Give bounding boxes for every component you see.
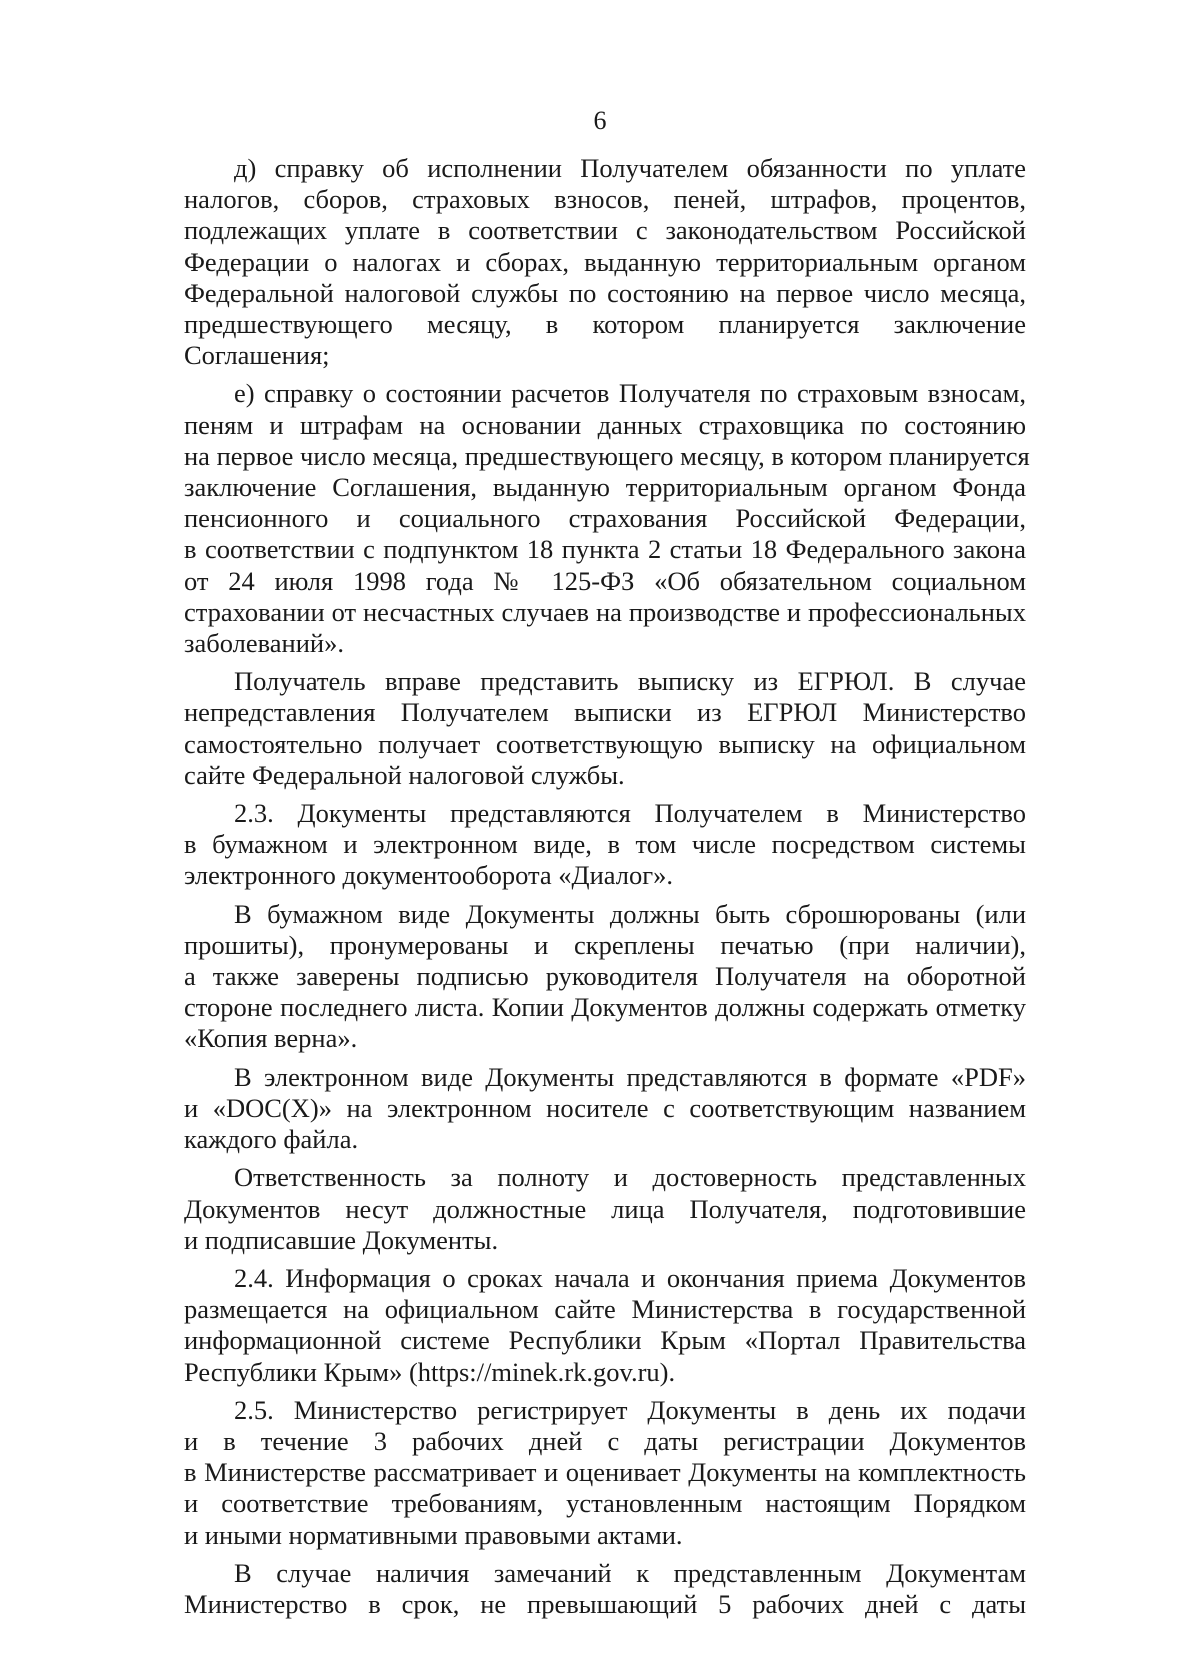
page-number: 6 xyxy=(593,106,607,135)
text-line: е) справку о состоянии расчетов Получателя по страховым взносам, xyxy=(234,378,1026,409)
text-line: непредставления Получателем выписки из ЕГРЮЛ Министерство xyxy=(184,697,1026,728)
text-line: В бумажном виде Документы должны быть сброшюрованы (или xyxy=(234,898,1026,929)
text-line: информационной системе Республики Крым «Портал Правительства xyxy=(184,1325,1026,1356)
text-line: сайте Федеральной налоговой службы. xyxy=(184,759,625,790)
document-body xyxy=(184,153,1030,1627)
paragraph-e-insurance-certificate xyxy=(184,378,1030,659)
text-line: и иными нормативными правовыми актами. xyxy=(184,1519,683,1550)
text-line: самостоятельно получает соответствующую выписку на официальном xyxy=(184,728,1026,759)
text-line: в бумажном и электронном виде, в том числе посредством системы xyxy=(184,829,1026,860)
text-line: Получатель вправе представить выписку из ЕГРЮЛ. В случае xyxy=(234,666,1026,697)
text-line: в соответствии с подпунктом 18 пункта 2 статьи 18 Федерального закона xyxy=(184,534,1026,565)
text-line: 2.5. Министерство регистрирует Документы в день их подачи xyxy=(234,1394,1026,1425)
text-line: В случае наличия замечаний к представленным Документам xyxy=(234,1557,1026,1588)
text-line: предшествующего месяцу, в котором планируется заключение xyxy=(184,309,1026,340)
text-line: и в течение 3 рабочих дней с даты регистрации Документов xyxy=(184,1425,1026,1456)
text-line: Республики Крым» (https://minek.rk.gov.ru). xyxy=(184,1356,676,1387)
text-line: заключение Соглашения, выданную территориальным органом Фонда xyxy=(184,472,1026,503)
paragraph-2-4-information xyxy=(184,1263,1026,1388)
text-line: Федерации о налогах и сборах, выданную территориальным органом xyxy=(184,246,1026,277)
text-line: стороне последнего листа. Копии Документов должны содержать отметку xyxy=(184,992,1026,1023)
text-line: Ответственность за полноту и достоверность представленных xyxy=(234,1162,1026,1193)
paragraph-paper-format xyxy=(184,899,1026,1055)
paragraph-egrul-extract xyxy=(184,666,1026,791)
text-line: Федеральной налоговой службы по состоянию на первое число месяца, xyxy=(184,277,1026,308)
text-line: заболеваний». xyxy=(184,628,344,659)
text-line: размещается на официальном сайте Министерства в государственной xyxy=(184,1294,1026,1325)
text-line: подлежащих уплате в соответствии с законодательством Российской xyxy=(184,215,1026,246)
text-line: 2.3. Документы представляются Получателем в Министерство xyxy=(234,798,1026,829)
paragraph-remarks xyxy=(184,1558,1026,1620)
text-line: налогов, сборов, страховых взносов, пеней, штрафов, процентов, xyxy=(184,184,1026,215)
text-line: Документов несут должностные лица Получателя, подготовившие xyxy=(184,1193,1026,1224)
paragraph-responsibility xyxy=(184,1162,1026,1256)
text-line: «Копия верна». xyxy=(184,1023,358,1054)
text-line: страховании от несчастных случаев на производстве и профессиональных xyxy=(184,596,1026,627)
paragraph-d-tax-certificate xyxy=(184,153,1026,371)
text-line: д) справку об исполнении Получателем обязанности по уплате xyxy=(234,153,1026,183)
text-line: и подписавшие Документы. xyxy=(184,1224,499,1255)
text-line: в Министерстве рассматривает и оценивает Документы на комплектность xyxy=(184,1457,1026,1488)
text-line: Министерство в срок, не превышающий 5 рабочих дней с даты xyxy=(184,1588,1026,1619)
text-line: электронного документооборота «Диалог». xyxy=(184,860,673,891)
text-line: В электронном виде Документы представляются в формате «PDF» xyxy=(234,1061,1026,1092)
text-line: 2.4. Информация о сроках начала и окончания приема Документов xyxy=(234,1262,1026,1293)
text-line: от 24 июля 1998 года № 125-ФЗ «Об обязательном социальном xyxy=(184,565,1026,596)
text-line: и соответствие требованиям, установленным настоящим Порядком xyxy=(184,1488,1026,1519)
text-line: прошиты), пронумерованы и скреплены печатью (при наличии), xyxy=(184,929,1026,960)
text-line: пеням и штрафам на основании данных страховщика по состоянию xyxy=(184,409,1026,440)
text-line: Соглашения; xyxy=(184,340,330,371)
paragraph-electronic-format xyxy=(184,1062,1026,1156)
text-line: каждого файла. xyxy=(184,1124,359,1155)
text-line: пенсионного и социального страхования Российской Федерации, xyxy=(184,503,1026,534)
text-line: и «DOC(X)» на электронном носителе с соответствующим названием xyxy=(184,1092,1026,1123)
text-line: на первое число месяца, предшествующего месяцу, в котором планируется xyxy=(184,440,1030,471)
text-line: а также заверены подписью руководителя Получателя на оборотной xyxy=(184,961,1026,992)
paragraph-2-3-submission xyxy=(184,798,1026,892)
paragraph-2-5-registration xyxy=(184,1395,1026,1551)
